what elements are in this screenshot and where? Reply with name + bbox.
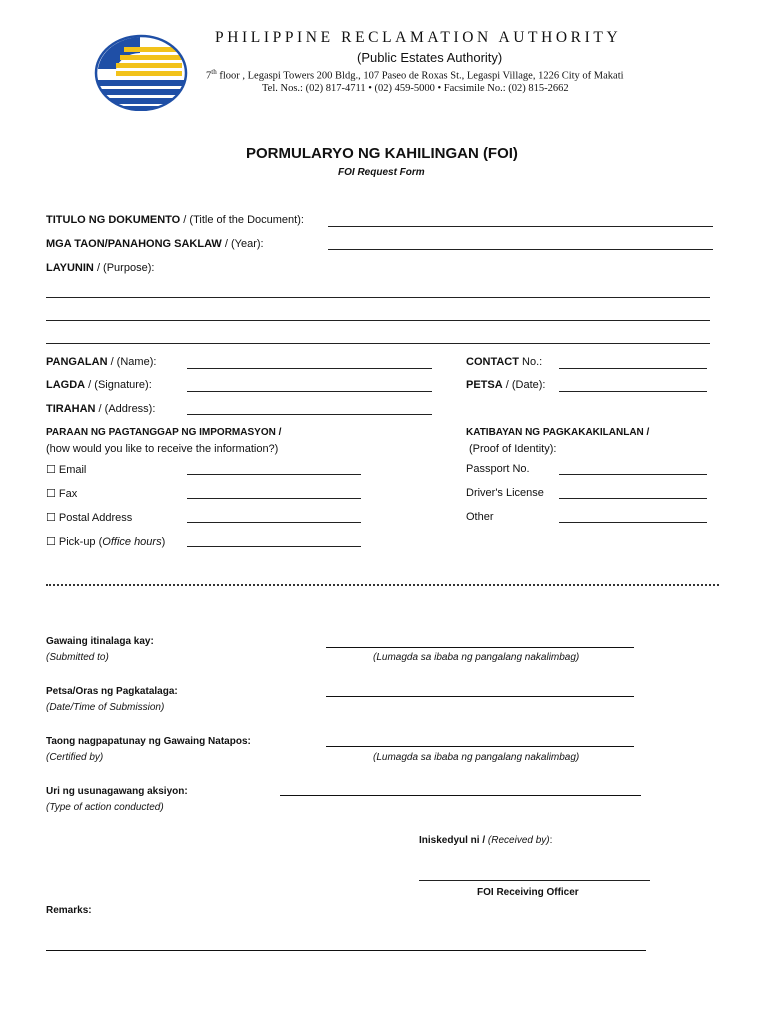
year-label	[46, 238, 264, 250]
date-time-label: Petsa/Oras ng Pagkatalaga:	[46, 686, 178, 697]
address-floor-suffix: th	[211, 68, 217, 76]
receive-method-heading: PARAAN NG PAGTANGGAP NG IMPORMASYON /	[46, 427, 282, 438]
org-contact: Tel. Nos.: (02) 817-4711 • (02) 459-5000 • Facsimile No.: (02) 815-2662	[262, 83, 569, 94]
fax-field[interactable]	[187, 498, 361, 499]
checkbox-pickup[interactable]: ☐	[46, 535, 56, 548]
received-by-label	[419, 835, 552, 846]
purpose-label-bold: LAYUNIN	[46, 262, 94, 274]
action-type-sublabel: (Type of action conducted)	[46, 802, 164, 813]
submitted-to-field[interactable]	[326, 647, 634, 648]
contact-label-bold: CONTACT	[466, 356, 519, 368]
passport-field[interactable]	[559, 474, 707, 475]
proof-identity-heading: KATIBAYAN NG PAGKAKAKILANLAN /	[466, 427, 650, 438]
doc-title-label-bold: TITULO NG DOKUMENTO	[46, 214, 181, 226]
option-email-label: Email	[58, 464, 87, 476]
date-label	[466, 379, 545, 391]
name-field[interactable]	[187, 368, 432, 369]
form-subtitle: FOI Request Form	[338, 167, 425, 178]
address-label	[46, 403, 155, 415]
year-label-rest: / (Year):	[221, 238, 264, 250]
purpose-field-line-3[interactable]	[46, 343, 710, 344]
date-label-rest: / (Date):	[502, 379, 546, 391]
checkbox-fax[interactable]: ☐	[46, 487, 56, 500]
address-label-rest: / (Address):	[95, 403, 156, 415]
address-field[interactable]	[187, 414, 432, 415]
address-label-bold: TIRAHAN	[46, 403, 96, 415]
date-time-field[interactable]	[326, 696, 634, 697]
option-pickup-label-a: Pick-up (	[58, 536, 103, 548]
submitted-to-sublabel: (Submitted to)	[46, 652, 109, 663]
received-by-label-colon: :	[549, 835, 553, 846]
date-label-bold: PETSA	[466, 379, 503, 391]
contact-label	[466, 356, 542, 368]
checkbox-email[interactable]: ☐	[46, 463, 56, 476]
doc-title-field[interactable]	[328, 226, 713, 227]
signature-label-rest: / (Signature):	[85, 379, 152, 391]
other-label: Other	[466, 511, 494, 523]
address-rest: floor , Legaspi Towers 200 Bldg., 107 Paseo de Roxas St., Legaspi Village, 1226 City of Makati	[216, 70, 624, 82]
option-email[interactable]	[46, 463, 86, 476]
certified-by-label: Taong nagpapatunay ng Gawaing Natapos:	[46, 736, 251, 747]
receive-method-subheading: (how would you like to receive the information?)	[46, 443, 279, 455]
doc-title-label	[46, 214, 304, 226]
pra-logo	[94, 33, 190, 111]
name-label	[46, 356, 156, 368]
date-field[interactable]	[559, 391, 707, 392]
postal-field[interactable]	[187, 522, 361, 523]
org-address	[206, 68, 624, 82]
year-field[interactable]	[328, 249, 713, 250]
address-floor-number: 7	[206, 70, 212, 82]
signature-label-bold: LAGDA	[46, 379, 86, 391]
option-pickup[interactable]	[46, 535, 165, 548]
purpose-field-line-1[interactable]	[46, 297, 710, 298]
sign-note-1: (Lumagda sa ibaba ng pangalang nakalimbag)	[373, 652, 580, 663]
checkbox-postal[interactable]: ☐	[46, 511, 56, 524]
option-fax[interactable]	[46, 487, 77, 500]
purpose-label-rest: / (Purpose):	[93, 262, 155, 274]
received-by-label-bold: Iniskedyul ni /	[419, 835, 486, 846]
sign-note-2: (Lumagda sa ibaba ng pangalang nakalimbag)	[373, 752, 580, 763]
pickup-field[interactable]	[187, 546, 361, 547]
option-postal[interactable]	[46, 511, 132, 524]
received-by-label-en: (Received by)	[485, 835, 550, 846]
remarks-field[interactable]	[46, 950, 646, 951]
option-postal-label: Postal Address	[58, 512, 133, 524]
option-fax-label: Fax	[58, 488, 78, 500]
submitted-to-label: Gawaing itinalaga kay:	[46, 636, 154, 647]
contact-field[interactable]	[559, 368, 707, 369]
license-label: Driver's License	[466, 487, 544, 499]
contact-label-rest: No.:	[518, 356, 543, 368]
certified-by-sublabel: (Certified by)	[46, 752, 104, 763]
option-pickup-label-b: Office hours	[102, 536, 162, 548]
signature-field[interactable]	[187, 391, 432, 392]
receiving-officer-field[interactable]	[419, 880, 650, 881]
cut-line-divider	[46, 584, 719, 586]
other-field[interactable]	[559, 522, 707, 523]
name-label-bold: PANGALAN	[46, 356, 108, 368]
purpose-field-line-2[interactable]	[46, 320, 710, 321]
license-field[interactable]	[559, 498, 707, 499]
form-title: PORMULARYO NG KAHILINGAN (FOI)	[246, 145, 518, 162]
org-subname: (Public Estates Authority)	[357, 50, 503, 65]
purpose-label	[46, 262, 154, 274]
certified-by-field[interactable]	[326, 746, 634, 747]
action-type-field[interactable]	[280, 795, 641, 796]
date-time-sublabel: (Date/Time of Submission)	[46, 702, 165, 713]
passport-label: Passport No.	[466, 463, 530, 475]
proof-identity-subheading: (Proof of Identity):	[469, 443, 557, 455]
email-field[interactable]	[187, 474, 361, 475]
action-type-label: Uri ng usunagawang aksiyon:	[46, 786, 188, 797]
signature-label	[46, 379, 152, 391]
remarks-label: Remarks:	[46, 905, 92, 916]
year-label-bold: MGA TAON/PANAHONG SAKLAW	[46, 238, 222, 250]
org-name: PHILIPPINE RECLAMATION AUTHORITY	[215, 29, 622, 46]
receiving-officer-label: FOI Receiving Officer	[477, 887, 579, 898]
option-pickup-label-c: )	[161, 536, 166, 548]
name-label-rest: / (Name):	[107, 356, 157, 368]
doc-title-label-rest: / (Title of the Document):	[180, 214, 304, 226]
